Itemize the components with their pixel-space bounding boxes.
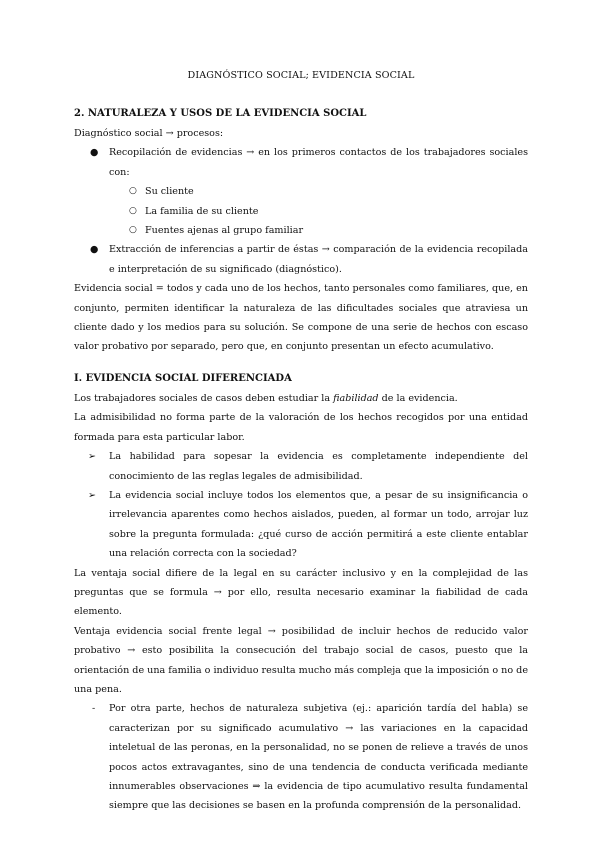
list-item-text: Por otra parte, hechos de naturaleza subjetiva (ej.: aparición tardía del habla) se caracterizan por su significado acumulativo → las variaciones en la capacidad inteletual de las peronas, en la personalidad, no se ponen de relieve a través de unos pocos actos extravagantes, sino de una tendencia de conducta verificada mediante innumerables observaciones ⇒ la evidencia de tipo acumulativo resulta fundamental siempre que las decisiones se basen en la profunda comprensión de la personalidad. xyxy=(109,703,528,812)
list-item xyxy=(74,447,528,486)
list-item-text: Extracción de inferencias a partir de éstas → comparación de la evidencia recopilada e interpretación de su significado (diagnóstico). xyxy=(109,244,528,275)
admisibilidad-paragraph: La admisibilidad no forma parte de la valoración de los hechos recogidos por una entidad formada para esta particular labor. xyxy=(74,412,528,443)
circle-bullet-icon: ○ xyxy=(129,225,137,236)
italic-term: fiabilidad xyxy=(333,392,379,404)
sub-list-item-text: Su cliente xyxy=(145,186,194,198)
section-heading-naturaleza: 2. NATURALEZA Y USOS DE LA EVIDENCIA SOCIAL xyxy=(74,108,367,119)
arrow-list xyxy=(74,447,528,563)
circle-bullet-icon: ○ xyxy=(129,186,137,197)
list-item-text: La evidencia social incluye todos los elementos que, a pesar de su insignificancia o irrelevancia aparentes como hechos aislados, pueden, al formar un todo, arrojar luz sobre la pregunta formulada: ¿qué curso de acción permitirá a este cliente entablar una relación correcta con la sociedad? xyxy=(109,489,528,560)
ventaja-legal-paragraph: Ventaja evidencia social frente legal → posibilidad de incluir hechos de reducido valor probativo → esto posibilita la consecución del trabajo social de casos, puesto que la orientación de una familia o individuo resulta mucho más compleja que la imposición o no de una pena. xyxy=(74,625,528,695)
dash-list xyxy=(74,699,528,815)
list-item xyxy=(74,143,528,182)
list-item xyxy=(74,486,528,564)
section-heading-evidencia-diferenciada: I. EVIDENCIA SOCIAL DIFERENCIADA xyxy=(74,372,292,384)
process-list xyxy=(74,143,528,279)
sub-list-item xyxy=(74,182,528,201)
sub-list-item xyxy=(74,202,528,221)
list-item xyxy=(74,240,528,279)
list-item-text: Recopilación de evidencias → en los primeros contactos de los trabajadores sociales con: xyxy=(109,147,528,178)
sub-list-item xyxy=(74,221,528,240)
definition-paragraph: Evidencia social = todos y cada uno de los hechos, tanto personales como familiares, que, en conjunto, permiten identificar la naturaleza de las dificultades sociales que atraviesa un cliente dado y los medios para su solución. Se compone de una serie de hechos con escaso valor probativo por separado, pero que, en conjunto presentan un efecto acumulativo. xyxy=(74,283,528,353)
bullet-icon: ● xyxy=(90,147,99,159)
list-item xyxy=(74,699,528,815)
fiabilidad-paragraph xyxy=(74,389,528,408)
paragraph-text: Los trabajadores sociales de casos deben estudiar la xyxy=(74,392,334,404)
bullet-icon: ● xyxy=(90,244,99,256)
section-spacer xyxy=(74,357,528,373)
sub-list-item-text: La familia de su cliente xyxy=(145,205,259,217)
ventaja-social-paragraph: La ventaja social difiere de la legal en su carácter inclusivo y en la complejidad de las preguntas que se formula → por ello, resulta necesario examinar la fiabilidad de cada elemento. xyxy=(74,567,528,618)
circle-bullet-icon: ○ xyxy=(129,205,137,216)
list-item-text: La habilidad para sopesar la evidencia es completamente independiente del conocimiento de las reglas legales de admisibilidad. xyxy=(109,451,528,482)
intro-paragraph: Diagnóstico social → procesos: xyxy=(74,128,224,139)
document-title: DIAGNÓSTICO SOCIAL; EVIDENCIA SOCIAL xyxy=(187,70,415,81)
paragraph-text: de la evidencia. xyxy=(378,392,458,404)
dash-bullet-icon: - xyxy=(92,703,96,715)
arrow-bullet-icon: ➢ xyxy=(88,489,97,501)
sub-list-item-text: Fuentes ajenas al grupo familiar xyxy=(145,225,304,237)
arrow-bullet-icon: ➢ xyxy=(88,451,97,463)
